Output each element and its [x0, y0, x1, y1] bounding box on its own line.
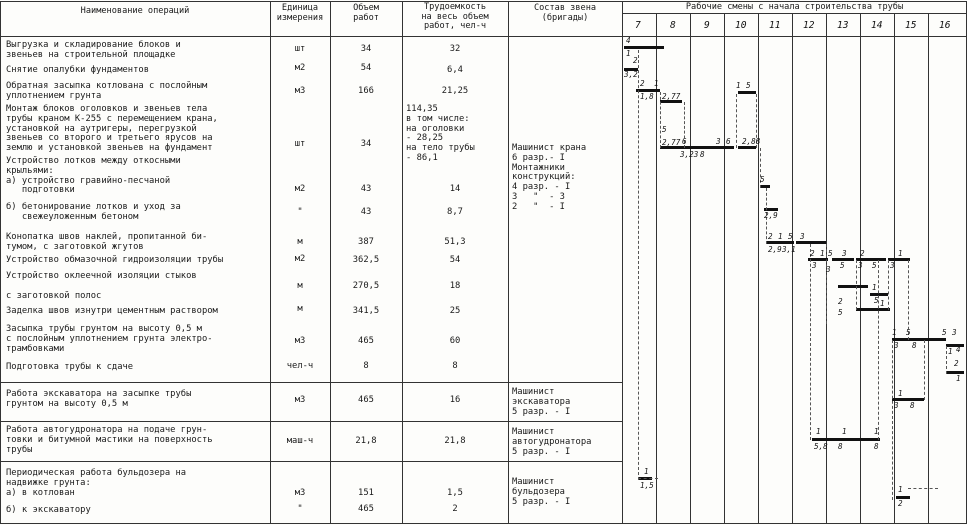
op-unit: м2 — [294, 254, 306, 264]
day-sep — [758, 14, 759, 523]
gantt-label: 1,5 — [640, 481, 654, 490]
crew-cell: Машинист автогудронатора 5 разр. - I — [512, 427, 592, 457]
op-volume: 387 — [358, 237, 374, 247]
day-sep — [690, 14, 691, 523]
gantt-label: 1 — [898, 485, 903, 494]
gantt-link — [660, 92, 661, 148]
gantt-label: 4 — [626, 36, 631, 45]
op-name: Конопатка швов наклей, пропитанной би- тумом, с заготовкой жгутов — [6, 232, 208, 252]
gantt-label: 5,8 — [814, 442, 828, 451]
op-labor: 14 — [449, 184, 461, 194]
op-volume: 43 — [360, 207, 372, 217]
gantt-label: 3 — [858, 261, 863, 270]
gantt-label: 2 — [838, 297, 843, 306]
day-label: 9 — [704, 20, 710, 31]
gantt-label: 5 — [662, 125, 667, 134]
day-label: 14 — [871, 20, 883, 31]
op-labor: 60 — [449, 336, 461, 346]
op-unit: шт — [294, 139, 306, 149]
crew-cell: Машинист бульдозера 5 разр. - I — [512, 477, 571, 507]
gantt-label: 1 — [654, 79, 659, 88]
gantt-bar — [870, 293, 888, 296]
gantt-label: 6 — [682, 137, 687, 146]
op-unit: м3 — [294, 86, 306, 96]
header-labor: Трудоемкость на весь объем работ, чел-ч — [421, 2, 489, 32]
header-crew: Состав звена (бригады) — [533, 3, 597, 23]
group-sep — [0, 461, 622, 462]
gantt-label: 1 — [880, 299, 885, 308]
gantt-link — [810, 244, 811, 440]
header-volume: Объем работ — [353, 3, 379, 23]
gantt-link — [888, 260, 889, 310]
op-name: б) бетонирование лотков и уход за свежеуложенным бетоном — [6, 202, 181, 222]
gantt-label: 1 — [816, 427, 821, 436]
op-labor: 8 — [452, 361, 458, 371]
day-label: 16 — [939, 20, 951, 31]
day-sep — [792, 14, 793, 523]
gantt-label: 2 — [898, 499, 903, 508]
gantt-label: 5 — [942, 328, 947, 337]
gantt-label: 2,9 — [764, 211, 778, 220]
gantt-label: 5 — [838, 308, 843, 317]
crew-cell: Машинист крана 6 разр.- I Монтажники конструкций: 4 разр. - I 3 " - 3 2 " - I — [512, 143, 587, 212]
header-shifts: Рабочие смены с начала строительства трубы — [685, 2, 904, 12]
op-unit: м — [297, 237, 303, 247]
op-unit: чел-ч — [286, 361, 314, 371]
gantt-label: 3 — [894, 341, 899, 350]
gantt-label: 1 — [644, 467, 649, 476]
op-labor: 21,8 — [444, 436, 466, 446]
gantt-label: 1 — [956, 374, 961, 383]
gantt-link — [638, 50, 639, 480]
op-unit: м3 — [294, 336, 306, 346]
shift-header-line — [622, 13, 967, 14]
gantt-bar — [738, 91, 756, 94]
gantt-label: 1 — [898, 389, 903, 398]
gantt-label: 5 — [760, 175, 765, 184]
gantt-link — [878, 260, 879, 440]
gantt-label: 3 — [842, 249, 847, 258]
gantt-bar — [838, 285, 868, 288]
gantt-label: 1,8 — [640, 92, 654, 101]
gantt-label: 3 — [812, 261, 817, 270]
op-name: Засыпка трубы грунтом на высоту 0,5 м с послойным уплотнением грунта электро- трамбовками — [6, 324, 213, 354]
gantt-link — [638, 478, 658, 479]
op-name: Работа экскаватора на засыпке трубы грунтом на высоту 0,5 м — [6, 389, 192, 409]
day-label: 13 — [837, 20, 849, 31]
gantt-label: 5 — [788, 232, 793, 241]
gantt-label: 1 — [892, 328, 897, 337]
op-volume: 270,5 — [352, 281, 380, 291]
op-labor: 32 — [449, 44, 461, 54]
op-name: Периодическая работа бульдозера на надвижке грунта: а) в котлован — [6, 468, 187, 498]
op-volume: 8 — [363, 361, 369, 371]
gantt-label: 1 — [820, 249, 825, 258]
op-volume: 362,5 — [352, 255, 380, 265]
gantt-label: 5 — [840, 261, 845, 270]
gantt-label: 1 — [872, 283, 877, 292]
day-label: 15 — [905, 20, 917, 31]
day-label: 7 — [635, 20, 641, 31]
gantt-label: 4 — [956, 345, 961, 354]
header-unit: Единица измерения — [276, 3, 324, 23]
op-labor: 54 — [449, 255, 461, 265]
gantt-label: 1 — [842, 427, 847, 436]
op-name: Обратная засыпка котлована с послойным уплотнением грунта — [6, 81, 208, 101]
op-unit: м — [297, 281, 303, 291]
gantt-label: 3,23 — [680, 150, 699, 159]
gantt-label: 3 — [894, 401, 899, 410]
op-unit: м2 — [294, 184, 306, 194]
op-name: Монтаж блоков оголовков и звеньев тела трубы краном К-255 с перемещением крана, установкой на аутригеры, перегрузкой звеньев со второго и третьего ярусов на землю и установкой звеньев на фундамент — [6, 104, 218, 154]
gantt-link — [924, 340, 925, 400]
op-unit: " — [297, 504, 303, 514]
gantt-label: 2 — [633, 56, 638, 65]
gantt-label: 8 — [874, 442, 879, 451]
crew-cell: Машинист экскаватора 5 разр. - I — [512, 387, 571, 417]
op-labor: 8,7 — [447, 207, 463, 217]
gantt-label: 2 — [640, 79, 645, 88]
op-name: Снятие опалубки фундаментов — [6, 65, 149, 75]
gantt-bar — [892, 338, 946, 341]
gantt-bar — [760, 185, 770, 188]
day-label: 12 — [803, 20, 815, 31]
op-name: Устройство оклеечной изоляции стыков с заготовкой полос — [6, 271, 197, 301]
op-volume: 54 — [360, 63, 372, 73]
gantt-label: 3 — [826, 265, 831, 274]
gantt-label: 3,1 — [782, 245, 796, 254]
gantt-label: 8 — [912, 341, 917, 350]
op-unit: м — [297, 304, 303, 314]
gantt-label: 5 — [746, 81, 751, 90]
op-volume: 43 — [360, 184, 372, 194]
group-sep — [0, 421, 622, 422]
gantt-bar — [766, 241, 794, 244]
gantt-label: 5 — [906, 328, 911, 337]
op-labor: 18 — [449, 281, 461, 291]
gantt-link — [892, 340, 893, 500]
gantt-label: 6 — [726, 137, 731, 146]
op-volume: 151 — [358, 488, 374, 498]
col-sep-crew — [508, 1, 509, 524]
op-volume: 465 — [358, 395, 374, 405]
gantt-label: 1 — [898, 249, 903, 258]
gantt-label: 8 — [838, 442, 843, 451]
day-sep — [724, 14, 725, 523]
op-name: Заделка швов изнутри цементным раствором — [6, 306, 218, 316]
gantt-label: 5 — [828, 249, 833, 258]
gantt-bar — [946, 371, 964, 374]
gantt-label: 3,2 — [624, 70, 638, 79]
op-labor: 16 — [449, 395, 461, 405]
op-name: Подготовка трубы к сдаче — [6, 362, 134, 372]
op-volume: 465 — [358, 504, 374, 514]
gantt-label: 8 — [700, 150, 705, 159]
gantt-label: 2 — [860, 249, 865, 258]
op-volume: 341,5 — [352, 306, 380, 316]
day-label: 10 — [735, 20, 747, 31]
op-unit: маш-ч — [286, 436, 314, 446]
col-sep-gantt — [622, 1, 623, 524]
header-bottom-line — [0, 36, 967, 37]
op-volume: 34 — [360, 139, 372, 149]
gantt-label: 2,88 — [742, 137, 761, 146]
gantt-label: 5 — [874, 296, 879, 305]
gantt-label: 1 — [778, 232, 783, 241]
gantt-label: 3 — [716, 137, 721, 146]
gantt-label: 2,9 — [768, 245, 782, 254]
gantt-label: 8 — [910, 401, 915, 410]
op-name: б) к экскаватору — [6, 505, 91, 515]
gantt-label: 2,77 — [662, 138, 681, 147]
gantt-label: 2 — [810, 249, 815, 258]
gantt-bar — [738, 146, 756, 149]
gantt-link — [736, 94, 737, 148]
op-volume: 21,8 — [355, 436, 377, 446]
op-name: Устройство обмазочной гидроизоляции трубы — [6, 255, 224, 265]
op-unit: м3 — [294, 395, 306, 405]
header-name: Наименование операций — [80, 6, 190, 16]
frame-bottom — [0, 523, 967, 524]
gantt-link — [826, 244, 827, 324]
op-labor: 114,35 в том числе: на оголовки - 28,25 на тело трубы - 86,1 — [406, 104, 475, 163]
op-labor: 21,25 — [441, 86, 469, 96]
gantt-label: 3 — [952, 328, 957, 337]
frame-left — [0, 1, 1, 524]
op-unit: м2 — [294, 63, 306, 73]
op-name: Выгрузка и складирование блоков и звеньев на строительной площадке — [6, 40, 181, 60]
gantt-link — [946, 346, 947, 374]
op-unit: " — [297, 207, 303, 217]
gantt-label: 2,77 — [662, 92, 681, 101]
gantt-label: 2 — [954, 359, 959, 368]
op-name: Устройство лотков между откосными крыльями: а) устройство гравийно-песчаной подготовки — [6, 156, 181, 196]
day-sep — [928, 14, 929, 523]
gantt-label: 3 — [890, 261, 895, 270]
day-label: 11 — [769, 20, 781, 31]
gantt-bar — [808, 258, 828, 261]
gantt-label: 1 — [626, 49, 631, 58]
op-labor: 25 — [449, 306, 461, 316]
gantt-label: 1 — [874, 427, 879, 436]
op-unit: м3 — [294, 488, 306, 498]
op-labor: 1,5 — [447, 488, 463, 498]
op-labor: 51,3 — [444, 237, 466, 247]
op-labor: 2 — [452, 504, 458, 514]
gantt-link — [856, 260, 857, 310]
gantt-label: 1 — [948, 347, 953, 356]
day-label: 8 — [670, 20, 676, 31]
gantt-bar — [684, 146, 734, 149]
op-volume: 166 — [358, 86, 374, 96]
group-sep — [0, 382, 622, 383]
op-labor: 6,4 — [447, 65, 463, 75]
gantt-bar — [796, 241, 826, 244]
op-volume: 465 — [358, 336, 374, 346]
gantt-bar — [856, 308, 890, 311]
op-volume: 34 — [360, 44, 372, 54]
gantt-link — [908, 488, 938, 489]
gantt-label: 1 — [736, 81, 741, 90]
op-unit: шт — [294, 44, 306, 54]
op-name: Работа автогудронатора на подаче грун- товки и битумной мастики на поверхность трубы — [6, 425, 213, 455]
gantt-label: 3 — [800, 232, 805, 241]
gantt-bar — [812, 438, 880, 441]
gantt-label: 2 — [768, 232, 773, 241]
gantt-label: 5 — [872, 261, 877, 270]
